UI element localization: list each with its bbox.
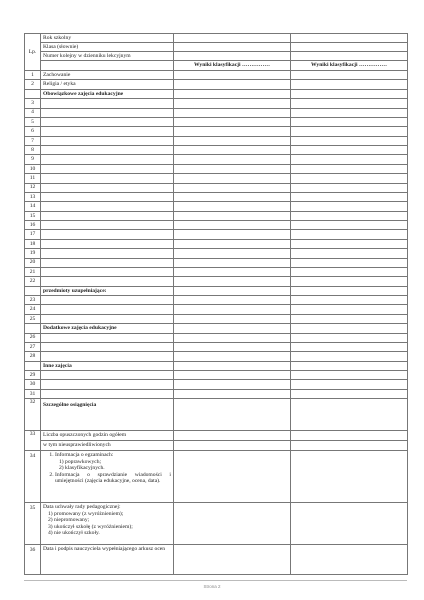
- row-number: 10: [25, 164, 41, 173]
- subject-row: [25, 127, 408, 136]
- grade-cell[interactable]: [174, 399, 291, 431]
- row-number: 27: [25, 342, 41, 351]
- numer-label: Numer kolejny w dzienniku lekcyjnym: [41, 52, 174, 61]
- absences-label: Liczba opuszczonych godzin ogółem: [41, 431, 174, 441]
- grade-cell[interactable]: [174, 183, 291, 192]
- unexcused-label: w tym nieusprawiedliwionych: [41, 441, 174, 451]
- row-number: 4: [25, 108, 41, 117]
- section-title: Dodatkowe zajęcia edukacyjne: [41, 324, 174, 333]
- subject-name-cell[interactable]: Religia / etyka: [41, 80, 174, 89]
- section-title: przedmioty uzupełniające:: [41, 286, 174, 295]
- grade-cell[interactable]: [174, 361, 291, 370]
- grade-cell[interactable]: [174, 146, 291, 155]
- subject-name-cell[interactable]: [41, 192, 174, 201]
- row-number: 33: [25, 431, 41, 451]
- grade-cell[interactable]: [174, 221, 291, 230]
- wyniki-header-2: Wyniki klasyfikacji ……………: [291, 61, 408, 71]
- row-number: 16: [25, 221, 41, 230]
- signature-cell[interactable]: [174, 545, 291, 575]
- grade-cell[interactable]: [174, 155, 291, 164]
- row-number: 11: [25, 174, 41, 183]
- grade-cell[interactable]: [174, 192, 291, 201]
- number-cell-1[interactable]: [174, 52, 291, 61]
- subject-name-cell[interactable]: [41, 164, 174, 173]
- grade-cell[interactable]: [174, 389, 291, 398]
- lp-header: Lp.: [25, 34, 41, 71]
- resolution-option: 4) nie ukończył szkoły.: [48, 530, 100, 537]
- subject-name-cell[interactable]: [41, 99, 174, 108]
- grade-cell[interactable]: [174, 352, 291, 361]
- exam-sub-2: 2) klasyfikacyjnych.: [59, 465, 105, 472]
- subject-name-cell[interactable]: [41, 371, 174, 380]
- grade-cell[interactable]: [291, 174, 408, 183]
- grade-cell[interactable]: [291, 164, 408, 173]
- test-info-item: 2. Informacja o sprawdzianie wiadomości i umiejętności (zajęcia edukacyjne, ocena, data).: [55, 472, 171, 485]
- grade-cell[interactable]: [174, 127, 291, 136]
- subject-row: [25, 258, 408, 267]
- grade-cell[interactable]: [174, 258, 291, 267]
- subject-row: [25, 192, 408, 201]
- subject-name-cell[interactable]: [41, 117, 174, 126]
- grade-cell[interactable]: [291, 342, 408, 351]
- grade-cell[interactable]: [174, 174, 291, 183]
- subject-name-cell[interactable]: [41, 389, 174, 398]
- grade-cell[interactable]: [291, 249, 408, 258]
- grade-cell[interactable]: [291, 441, 408, 451]
- grade-cell[interactable]: [291, 80, 408, 89]
- rok-szkolny-label: Rok szkolny: [41, 34, 174, 43]
- grade-cell[interactable]: [291, 380, 408, 389]
- row-number: 20: [25, 258, 41, 267]
- grade-cell[interactable]: [174, 89, 291, 98]
- row-number: 34: [25, 451, 41, 503]
- grade-cell[interactable]: [174, 286, 291, 295]
- subject-name-cell[interactable]: [41, 314, 174, 323]
- grade-cell[interactable]: [291, 183, 408, 192]
- subject-name-cell[interactable]: [41, 155, 174, 164]
- subject-row: [25, 108, 408, 117]
- grade-cell[interactable]: [174, 441, 291, 451]
- grade-cell[interactable]: [174, 451, 291, 503]
- subject-row: [25, 342, 408, 351]
- grade-cell[interactable]: [174, 211, 291, 220]
- row-number: 2: [25, 80, 41, 89]
- exam-sub-1: 1) poprawkowych;: [59, 458, 102, 465]
- subject-name-cell[interactable]: [41, 277, 174, 286]
- subject-name-cell[interactable]: [41, 211, 174, 220]
- section-header-row: [25, 286, 408, 295]
- subject-row: [25, 99, 408, 108]
- grade-cell[interactable]: [174, 333, 291, 342]
- grade-cell[interactable]: [291, 431, 408, 441]
- row-number: 25: [25, 314, 41, 323]
- section-header-row: [25, 361, 408, 370]
- subject-row: [25, 155, 408, 164]
- row-number: 35: [25, 503, 41, 545]
- grade-cell[interactable]: [174, 202, 291, 211]
- grade-cell[interactable]: [291, 202, 408, 211]
- grade-cell[interactable]: [174, 71, 291, 80]
- row-number: 19: [25, 249, 41, 258]
- grade-cell[interactable]: [291, 305, 408, 314]
- row-number: 8: [25, 146, 41, 155]
- klasa-label: Klasa (słownie): [41, 43, 174, 52]
- grade-cell[interactable]: [291, 314, 408, 323]
- grade-cell[interactable]: [291, 136, 408, 145]
- signature-label: Data i podpis nauczyciela wypełniającego arkusz ocen: [41, 545, 174, 575]
- grade-cell[interactable]: [291, 211, 408, 220]
- section-header-row: [25, 89, 408, 98]
- classification-table: [24, 33, 408, 575]
- grade-cell[interactable]: [291, 221, 408, 230]
- subject-name-cell[interactable]: [41, 108, 174, 117]
- grade-cell[interactable]: [174, 108, 291, 117]
- grade-cell[interactable]: [174, 249, 291, 258]
- subject-name-cell[interactable]: [41, 127, 174, 136]
- grade-cell[interactable]: [174, 324, 291, 333]
- subject-name-cell[interactable]: [41, 146, 174, 155]
- grade-cell[interactable]: [291, 230, 408, 239]
- grade-cell[interactable]: [174, 99, 291, 108]
- grade-cell[interactable]: [291, 146, 408, 155]
- subject-row: [25, 164, 408, 173]
- subject-name-cell[interactable]: [41, 352, 174, 361]
- section-header-row: [25, 324, 408, 333]
- subject-name-cell[interactable]: [41, 239, 174, 248]
- page-footer: Strona 2: [203, 584, 221, 589]
- subject-name-cell[interactable]: [41, 183, 174, 192]
- grade-cell[interactable]: [174, 239, 291, 248]
- subject-name-cell[interactable]: [41, 258, 174, 267]
- grade-cell[interactable]: [174, 305, 291, 314]
- subject-name-cell[interactable]: [41, 136, 174, 145]
- exam-info-cell: [41, 451, 174, 503]
- row-number: 21: [25, 267, 41, 276]
- subject-row: [25, 267, 408, 276]
- grade-cell[interactable]: [291, 324, 408, 333]
- subject-name-cell[interactable]: [41, 342, 174, 351]
- row-number: 17: [25, 230, 41, 239]
- row-number: 5: [25, 117, 41, 126]
- grade-cell[interactable]: [174, 314, 291, 323]
- subject-row: [25, 211, 408, 220]
- grade-cell[interactable]: [291, 267, 408, 276]
- grade-cell[interactable]: [291, 371, 408, 380]
- grade-cell[interactable]: [174, 503, 291, 545]
- row-number: 22: [25, 277, 41, 286]
- subject-row: [25, 71, 408, 80]
- year-cell-1[interactable]: [174, 34, 291, 43]
- grade-cell[interactable]: [174, 277, 291, 286]
- row-number: [25, 324, 41, 333]
- row-number: 13: [25, 192, 41, 201]
- subject-row: [25, 174, 408, 183]
- subject-row: [25, 183, 408, 192]
- row-number: 29: [25, 371, 41, 380]
- class-cell-2[interactable]: [291, 43, 408, 52]
- row-number: 15: [25, 211, 41, 220]
- header-blank: [41, 61, 174, 71]
- grade-cell[interactable]: [174, 230, 291, 239]
- classification-sheet: [24, 33, 407, 575]
- grade-cell[interactable]: [174, 371, 291, 380]
- subject-row: [25, 389, 408, 398]
- grade-cell[interactable]: [291, 239, 408, 248]
- row-number: 31: [25, 389, 41, 398]
- subject-name-cell[interactable]: [41, 249, 174, 258]
- subject-name-cell[interactable]: [41, 296, 174, 305]
- row-number: [25, 89, 41, 98]
- row-number: 12: [25, 183, 41, 192]
- grade-cell[interactable]: [174, 296, 291, 305]
- row-number: 7: [25, 136, 41, 145]
- resolution-cell: [41, 503, 174, 545]
- subject-row: [25, 117, 408, 126]
- subject-row: [25, 314, 408, 323]
- subject-name-cell[interactable]: [41, 380, 174, 389]
- grade-cell[interactable]: [174, 136, 291, 145]
- subject-row: [25, 146, 408, 155]
- subject-row: [25, 202, 408, 211]
- subject-row: [25, 136, 408, 145]
- grade-cell[interactable]: [291, 108, 408, 117]
- resolution-option: 3) ukończył szkołę (z wyróżnieniem);: [48, 523, 133, 530]
- row-number: 26: [25, 333, 41, 342]
- row-number: 36: [25, 545, 41, 575]
- subject-name-cell[interactable]: [41, 230, 174, 239]
- grade-cell[interactable]: [291, 155, 408, 164]
- wyniki-header-1: Wyniki klasyfikacji ……………: [174, 61, 291, 71]
- row-number: 3: [25, 99, 41, 108]
- subject-name-cell[interactable]: [41, 202, 174, 211]
- class-cell-1[interactable]: [174, 43, 291, 52]
- grade-cell[interactable]: [174, 342, 291, 351]
- row-number: 18: [25, 239, 41, 248]
- row-number: [25, 361, 41, 370]
- section-title: Inne zajęcia: [41, 361, 174, 370]
- grade-cell[interactable]: [291, 296, 408, 305]
- signature-cell[interactable]: [291, 545, 408, 575]
- subject-row: [25, 239, 408, 248]
- row-number: 30: [25, 380, 41, 389]
- subject-row: [25, 296, 408, 305]
- subject-row: [25, 380, 408, 389]
- grade-cell[interactable]: [174, 117, 291, 126]
- year-cell-2[interactable]: [291, 34, 408, 43]
- grade-cell[interactable]: [291, 99, 408, 108]
- grade-cell[interactable]: [291, 361, 408, 370]
- grade-cell[interactable]: [291, 71, 408, 80]
- number-cell-2[interactable]: [291, 52, 408, 61]
- achievements-label: Szczególne osiągnięcia: [41, 399, 174, 431]
- row-number: 24: [25, 305, 41, 314]
- grade-cell[interactable]: [291, 286, 408, 295]
- grade-cell[interactable]: [291, 399, 408, 431]
- exam-info-item: [55, 452, 171, 472]
- resolution-option: 2) niepromowany;: [48, 517, 90, 524]
- footer-divider: [24, 580, 407, 581]
- row-number: [25, 286, 41, 295]
- subject-row: [25, 221, 408, 230]
- grade-cell[interactable]: [174, 431, 291, 441]
- row-number: 14: [25, 202, 41, 211]
- row-number: 28: [25, 352, 41, 361]
- grade-cell[interactable]: [291, 117, 408, 126]
- section-title: Obowiązkowe zajęcia edukacyjne: [41, 89, 174, 98]
- grade-cell[interactable]: [291, 89, 408, 98]
- grade-cell[interactable]: [291, 127, 408, 136]
- grade-cell[interactable]: [174, 380, 291, 389]
- row-number: 23: [25, 296, 41, 305]
- grade-cell[interactable]: [174, 80, 291, 89]
- subject-name-cell[interactable]: Zachowanie: [41, 71, 174, 80]
- row-number: 32: [25, 399, 41, 431]
- grade-cell[interactable]: [291, 352, 408, 361]
- grade-cell[interactable]: [291, 277, 408, 286]
- row-number: 6: [25, 127, 41, 136]
- grade-cell[interactable]: [291, 192, 408, 201]
- subject-row: [25, 230, 408, 239]
- subject-row: [25, 352, 408, 361]
- row-number: 9: [25, 155, 41, 164]
- exam-info-text: Informacja o egzaminach:: [55, 452, 114, 459]
- grade-cell[interactable]: [291, 451, 408, 503]
- grade-cell[interactable]: [291, 333, 408, 342]
- grade-cell[interactable]: [291, 389, 408, 398]
- subject-row: [25, 249, 408, 258]
- subject-name-cell[interactable]: [41, 305, 174, 314]
- subject-name-cell[interactable]: [41, 174, 174, 183]
- grade-cell[interactable]: [174, 164, 291, 173]
- row-number: 1: [25, 71, 41, 80]
- resolution-intro: Data uchwały rady pedagogicznej:: [43, 504, 121, 511]
- subject-row: [25, 80, 408, 89]
- resolution-option: 1) promowany (z wyróżnieniem);: [48, 510, 124, 517]
- subject-name-cell[interactable]: [41, 333, 174, 342]
- grade-cell[interactable]: [174, 267, 291, 276]
- subject-row: [25, 277, 408, 286]
- subject-row: [25, 371, 408, 380]
- subject-name-cell[interactable]: [41, 267, 174, 276]
- subject-row: [25, 305, 408, 314]
- grade-cell[interactable]: [291, 503, 408, 545]
- grade-cell[interactable]: [291, 258, 408, 267]
- subject-name-cell[interactable]: [41, 221, 174, 230]
- subject-row: [25, 333, 408, 342]
